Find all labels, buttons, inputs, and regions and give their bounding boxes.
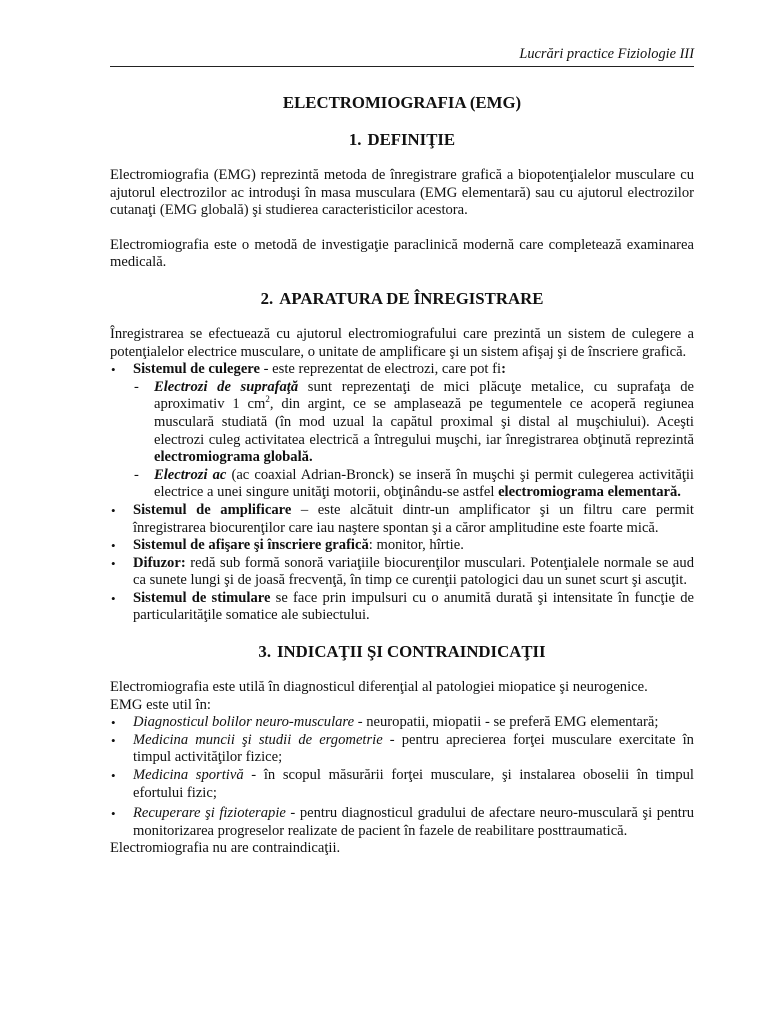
bullet-icon: • (111, 806, 116, 822)
term-afisare: Sistemul de afişare şi înscriere grafică (133, 537, 369, 554)
section-2-heading (110, 289, 694, 309)
text-ac: (ac coaxial Adrian-Bronck) se inseră în muşchi şi permit culegerea activităţii electrice a unei singure unităţi motorii, obţinându-se astfel (154, 466, 694, 501)
contraindications-paragraph: Electromiografia nu are contraindicaţii. (110, 840, 341, 857)
list-item-stimulare (110, 590, 694, 625)
indications-intro: Electromiografia este utilă în diagnosticul diferenţial al patologiei miopatice şi neurogenice. (110, 679, 648, 696)
indication-text: - pentru diagnosticul gradului de afectare neuro-musculară şi pentru monitorizarea progreselor realizate de pacient în fazele de reabilitare posttraumatică. (133, 805, 694, 839)
bullet-icon: • (111, 590, 116, 606)
text-suprafata-b: , din argint, ce se amplasează pe tegumentele ce acoperă regiunea musculară studiată (în mod uzual la capătul proximal şi distal al muşchiului). Aceşti electrozi culeg activitatea electrică a întregului muşchi, iar înregistrarea obţinută reprezintă (154, 396, 694, 448)
indication-term: Recuperare şi fizioterapie (133, 805, 286, 822)
indication-text: - neuropatii, miopatii - se preferă EMG elementară; (354, 714, 659, 731)
term-culegere: Sistemul de culegere (133, 361, 260, 378)
bullet-icon: • (111, 502, 116, 518)
list-item (110, 767, 694, 802)
document-title: ELECTROMIOGRAFIA (EMG) (282, 93, 522, 112)
text-stimulare: se face prin impulsuri cu o anumită durată şi intensitate în funcţie de particularităţile somatice ale subiectului. (133, 589, 694, 624)
definition-paragraph: Electromiografia (EMG) reprezintă metoda de înregistrare grafică a biopotenţialelor musculare cu ajutorul electrozilor ac introduşi în masa musculara (EMG elementară) sau cu ajutorul electrozilor cutanaţi (EMG globală) şi studierea caracteristicilor acestora. (110, 167, 694, 219)
investigation-paragraph: Electromiografia este o metodă de investigaţie paraclinică modernă care completează examinarea medicală. (110, 236, 694, 271)
indication-text: - în scopul măsurării forţei musculare, şi instalarea oboselii în timpul efortului fizic; (133, 767, 694, 801)
bullet-icon: • (111, 715, 116, 731)
equipment-intro-paragraph: Înregistrarea se efectuează cu ajutorul electromiografului care prezintă un sistem de culegere a potenţialelor electrice musculare, o unitate de amplificare şi un sistem afişaj şi de înscriere grafică. (110, 325, 694, 360)
bullet-icon: • (111, 362, 116, 378)
term-ac: Electrozi ac (154, 466, 227, 483)
bullet-icon: • (111, 732, 116, 748)
section-3-heading (110, 642, 694, 662)
term-stimulare: Sistemul de stimulare (133, 589, 271, 606)
list-item (110, 732, 694, 767)
list-item-suprafata (133, 379, 694, 467)
section-1-heading (110, 130, 694, 150)
bullet-icon: • (111, 768, 116, 784)
dash-icon: - (134, 466, 139, 483)
text-difuzor: redă sub formă sonoră variaţiile biocurenţilor musculari. Potenţialele normale se aud ca sunete lungi şi de joasă frecvenţă, în timp ce curenţii patologici dau un sunet scurt şi ascuţit. (133, 554, 694, 589)
section-1-title: DEFINIŢIE (367, 130, 456, 149)
text-suprafata-a: sunt reprezentaţi de mici plăcuţe metalice, cu suprafaţa de aproximativ 1 cm (154, 378, 695, 413)
section-3-title: INDICAŢII ŞI CONTRAINDICAŢII (277, 642, 546, 662)
emg-globala: electromiograma globală. (154, 449, 313, 466)
dash-icon: - (134, 378, 139, 395)
bullet-icon: • (111, 555, 116, 571)
text-amplificare: – este alcătuit dintr-un amplificator şi un filtru care permit înregistrarea biocurenţilor care iau naştere spontan şi a căror amplitudine este foarte mică. (133, 501, 694, 536)
term-amplificare: Sistemul de amplificare (133, 501, 292, 518)
indication-term: Medicina muncii şi studii de ergometrie (133, 731, 383, 748)
text-culegere: - este reprezentat de electrozi, care pot fi (260, 361, 502, 378)
list-item-afisare (110, 537, 694, 555)
header-rule (110, 66, 694, 67)
running-header: Lucrări practice Fiziologie III (519, 46, 694, 62)
electrode-list (133, 379, 694, 502)
superscript-2: 2 (265, 394, 270, 405)
document-body (110, 92, 694, 858)
section-2-title: APARATURA DE ÎNREGISTRARE (279, 288, 544, 308)
indications-list (110, 714, 694, 840)
emg-elementara: electromiograma elementară. (498, 484, 681, 501)
term-suprafata: Electrozi de suprafaţă (154, 378, 299, 395)
list-item-amplificare (110, 502, 694, 537)
section-2-number: 2. (260, 288, 274, 308)
section-3-number: 3. (258, 642, 272, 662)
list-item-ac (133, 467, 694, 502)
term-difuzor: Difuzor: (133, 554, 186, 571)
indication-term: Diagnosticul bolilor neuro-musculare (133, 714, 355, 731)
indications-lead: EMG este util în: (110, 696, 211, 713)
indication-term: Medicina sportivă (133, 767, 244, 784)
bullet-icon: • (111, 538, 116, 554)
list-item (110, 805, 694, 840)
list-item-difuzor (110, 555, 694, 590)
text-afisare: : monitor, hîrtie. (368, 537, 464, 554)
list-item-culegere (110, 361, 694, 502)
colon-culegere: : (501, 361, 506, 378)
equipment-list (110, 361, 694, 625)
section-1-number: 1. (348, 130, 362, 149)
list-item (110, 714, 694, 732)
indication-text: - pentru aprecierea forţei musculare exercitate în timpul activităţilor fizice; (133, 731, 694, 766)
